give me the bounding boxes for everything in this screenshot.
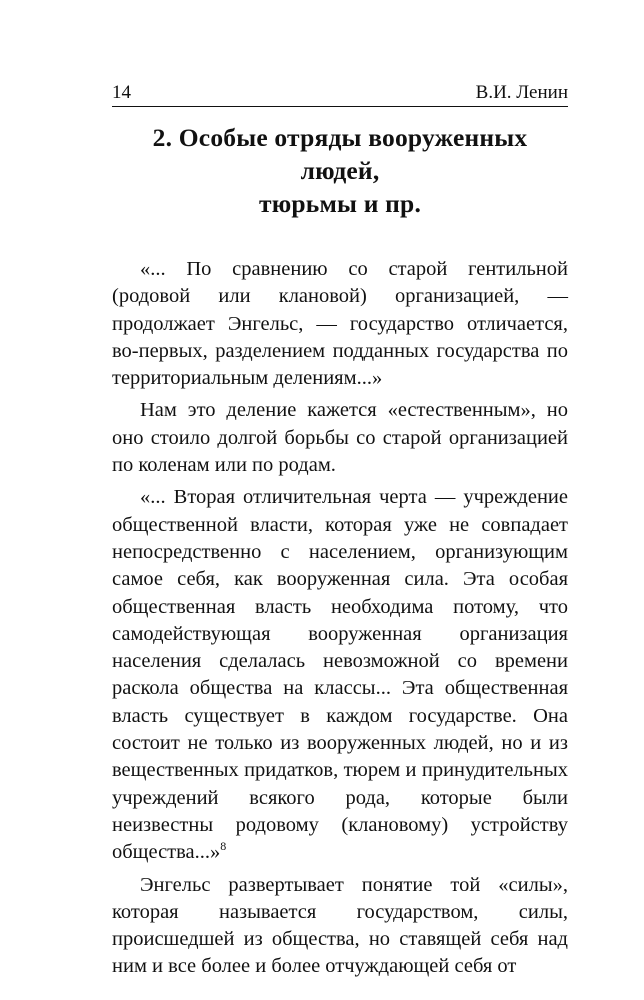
running-title: В.И. Ленин xyxy=(475,82,568,103)
book-page xyxy=(112,80,568,981)
paragraph-text: «... По сравнению со старой гентильной (родовой или клановой) организацией, — продолжает Энгельс, — государство отличается, во-первых, разделением подданных государства по территориальным делениям...» xyxy=(112,258,568,390)
paragraph xyxy=(112,256,568,392)
paragraph xyxy=(112,397,568,479)
header-rule xyxy=(112,106,568,107)
running-header xyxy=(112,80,568,104)
paragraph-text: «... Вторая отличительная черта — учреждение общественной власти, которая уже не совпадает непосредственно с населением, организующим самое себя, как вооруженная сила. Эта особая общественная власть необходима потому, что самодействующая вооруженная организация населения сделалась невозможной со времени раскола общества на классы... Эта общественная власть существует в каждом государстве. Она состоит не только из вооруженных людей, но и из вещественных придатков, тюрем и принудительных учреждений всякого рода, которые были неизвестны родовому (клановому) устройству общества...» xyxy=(112,486,568,864)
paragraph xyxy=(112,872,568,981)
section-title xyxy=(112,121,568,220)
section-title-line-1: 2. Особые отряды вооруженных людей, xyxy=(152,123,528,185)
page-number: 14 xyxy=(112,82,131,103)
paragraph xyxy=(112,484,568,866)
footnote-marker[interactable]: 8 xyxy=(220,839,227,854)
paragraph-text: Энгельс развертывает понятие той «силы», которая называется государством, силы, происшедшей из общества, но ставящей себя над ним и все более и более отчуждающей себя от xyxy=(112,873,568,978)
section-title-line-2: тюрьмы и пр. xyxy=(258,189,422,218)
body-text xyxy=(112,256,568,981)
paragraph-text: Нам это деление кажется «естественным», но оно стоило долгой борьбы со старой организацией по коленам или по родам. xyxy=(112,399,568,477)
